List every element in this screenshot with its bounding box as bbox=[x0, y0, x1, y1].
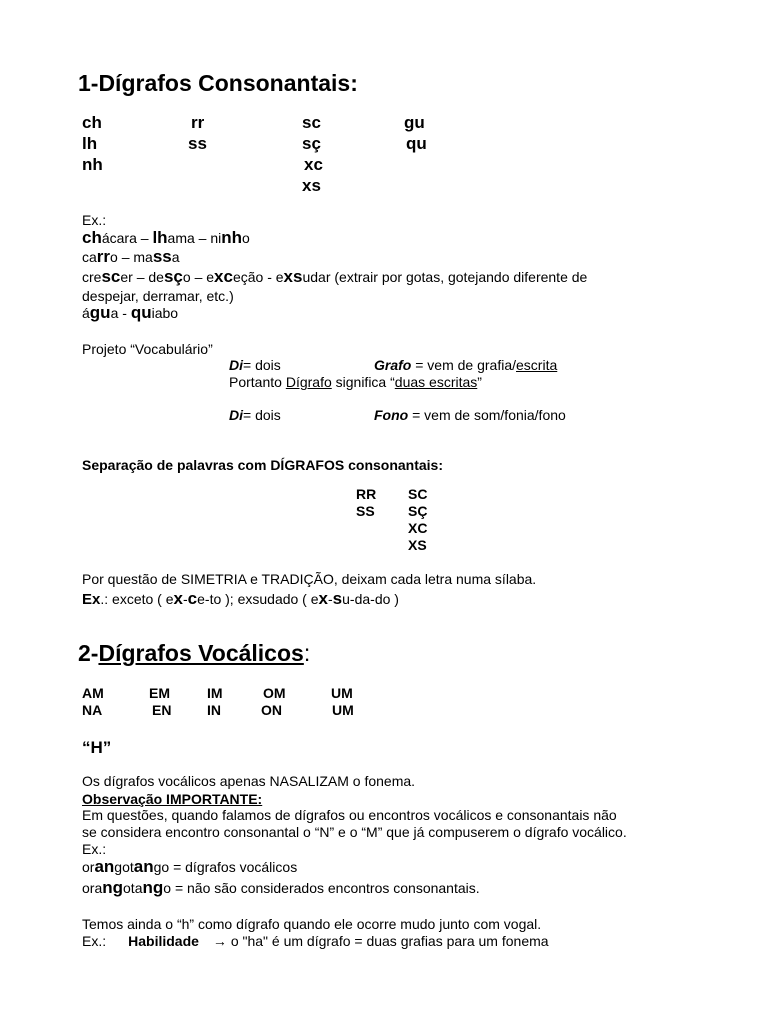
sep-grid-right bbox=[408, 486, 427, 554]
digraph-gu: gu bbox=[404, 113, 425, 132]
simetria-text: Por questão de SIMETRIA e TRADIÇÃO, deixam cada letra numa sílaba. bbox=[82, 571, 537, 587]
digraph-sc: sc bbox=[302, 113, 321, 132]
example-line-4: água - quiabo bbox=[82, 303, 179, 322]
sep-sc-cedilla: SÇ bbox=[408, 503, 428, 519]
questoes-line-2: se considera encontro consonantal o “N” e o “M” que já compuserem o dígrafo vocálico. bbox=[82, 824, 627, 840]
section2-title: 2-Dígrafos Vocálicos: bbox=[78, 640, 311, 666]
observacao-heading: Observação IMPORTANTE: bbox=[82, 791, 263, 807]
example-line-2: carro – massa bbox=[82, 247, 180, 266]
section1-title: 1-Dígrafos Consonantais: bbox=[78, 70, 358, 96]
orangotango-line-2: orangotango = não são considerados encontros consonantais. bbox=[82, 878, 480, 897]
questoes-line-1: Em questões, quando falamos de dígrafos ou encontros vocálicos e consonantais não bbox=[82, 807, 617, 823]
digraph-lh: lh bbox=[82, 134, 98, 153]
sep-rr: RR bbox=[356, 486, 377, 502]
digraph-xs: xs bbox=[302, 176, 321, 195]
habilidade-line: Ex.: Habilidade → o "ha" é um dígrafo = duas grafias para um fonema bbox=[82, 933, 549, 949]
digraph-col-1 bbox=[82, 112, 103, 175]
ex-label-2: Ex.: bbox=[82, 841, 107, 857]
h-heading: “H” bbox=[82, 738, 112, 757]
sep-ss: SS bbox=[356, 503, 375, 519]
digraph-ch: ch bbox=[82, 113, 102, 132]
digraph-sc-cedilla: sç bbox=[302, 134, 321, 153]
sep-grid-left bbox=[356, 486, 376, 520]
digraph-col-2 bbox=[188, 112, 207, 154]
di-grafo-line: Di= dois Grafo = vem de grafia/escrita bbox=[229, 357, 558, 373]
example-line-3b: despejar, derramar, etc.) bbox=[82, 288, 234, 304]
vowel-digraph-grid: AM EM IM OM UM NA EN IN ON UM bbox=[82, 685, 354, 718]
digraph-col-3 bbox=[302, 112, 323, 196]
sep-xs: XS bbox=[408, 537, 427, 553]
digraph-qu: qu bbox=[406, 134, 427, 153]
orangotango-line-1: orangotango = dígrafos vocálicos bbox=[82, 857, 298, 876]
digraph-rr: rr bbox=[191, 113, 205, 132]
example-line-3: crescer – desço – exceção - exsudar (extrair por gotas, gotejando diferente de bbox=[82, 267, 588, 286]
digraph-col-4 bbox=[404, 112, 427, 154]
example-line-1: chácara – lhama – ninho bbox=[82, 228, 250, 247]
sep-sc: SC bbox=[408, 486, 428, 502]
digraph-nh: nh bbox=[82, 155, 103, 174]
sep-xc: XC bbox=[408, 520, 428, 536]
separation-example: Ex.: exceto ( ex-ce-to ); exsudado ( ex-su-da-do ) bbox=[82, 589, 399, 608]
digraph-xc: xc bbox=[304, 155, 323, 174]
separacao-heading: Separação de palavras com DÍGRAFOS consonantais: bbox=[82, 457, 444, 473]
ex-label: Ex.: bbox=[82, 212, 107, 228]
arrow-right-icon: → bbox=[212, 933, 227, 949]
di-fono-line: Di= dois Fono = vem de som/fonia/fono bbox=[229, 407, 566, 423]
temos-text: Temos ainda o “h” como dígrafo quando ele ocorre mudo junto com vogal. bbox=[82, 916, 542, 932]
portanto-line: Portanto Dígrafo significa “duas escritas” bbox=[229, 374, 482, 390]
nasalizam-text: Os dígrafos vocálicos apenas NASALIZAM o fonema. bbox=[82, 773, 416, 789]
digraph-ss: ss bbox=[188, 134, 207, 153]
projeto-vocabulario: Projeto “Vocabulário” bbox=[82, 341, 213, 357]
